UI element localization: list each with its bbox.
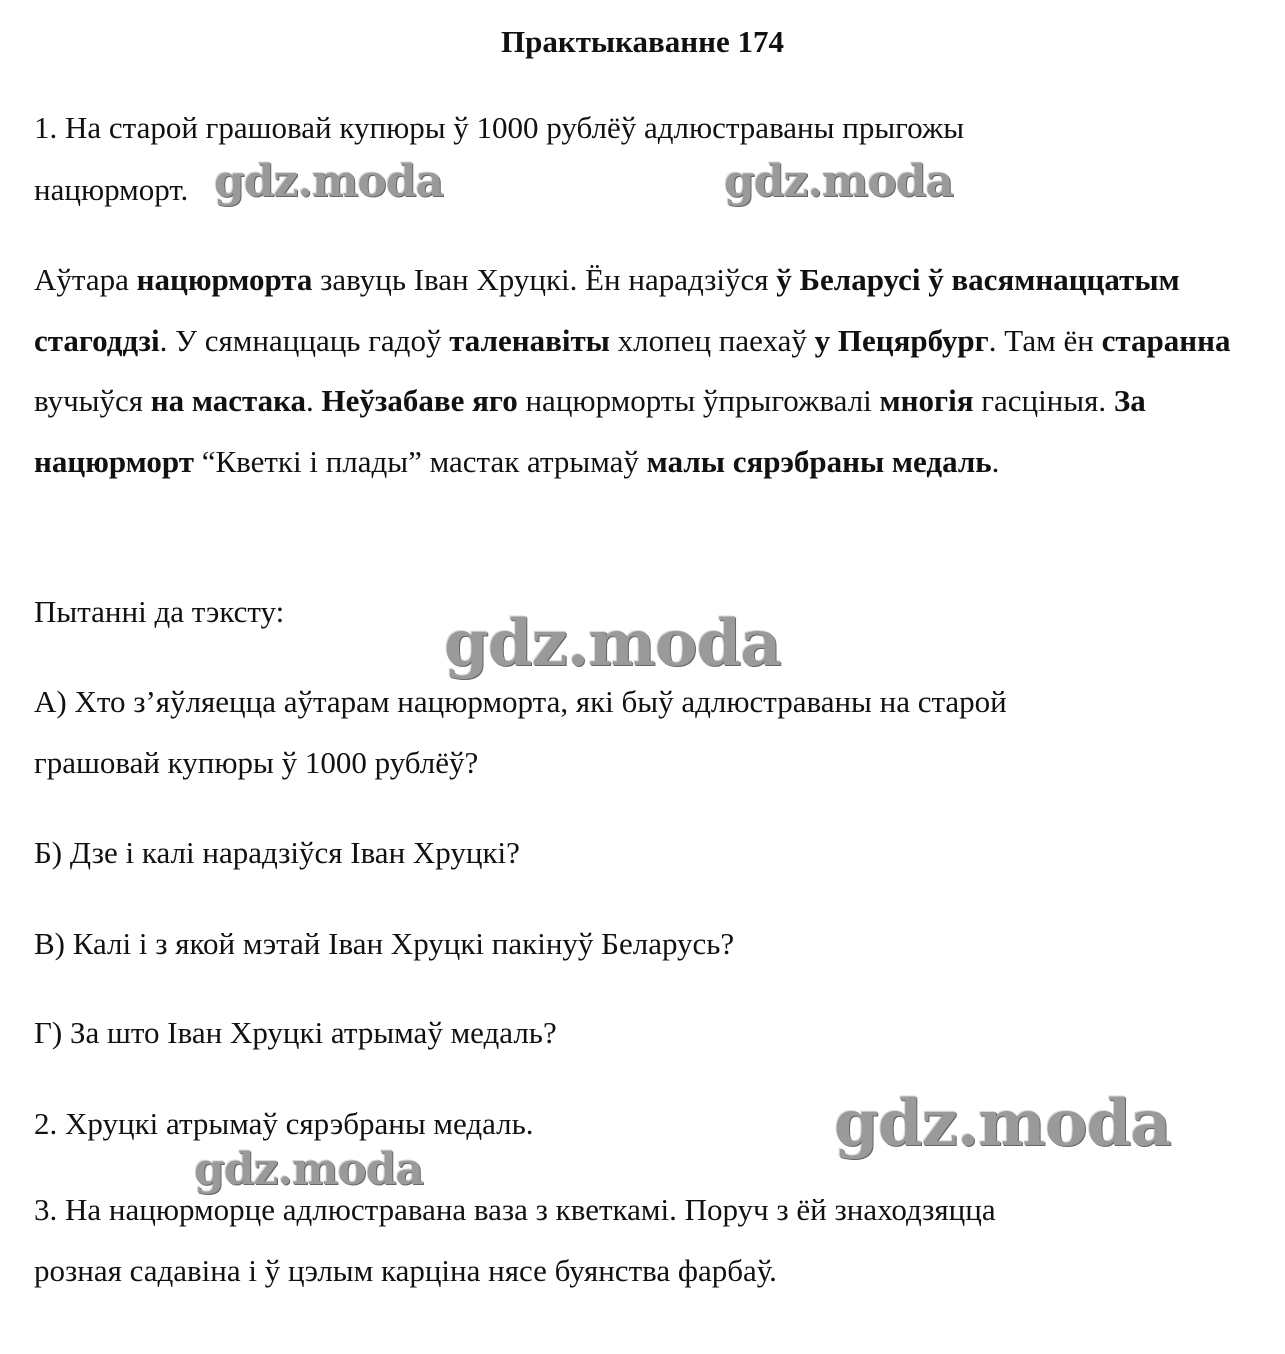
text-span: . У сямнаццаць гадоў xyxy=(159,322,450,358)
text-span: . Там ён xyxy=(988,322,1102,358)
question-b: Б) Дзе і калі нарадзіўся Іван Хруцкі? xyxy=(34,835,520,870)
text-span: . xyxy=(306,383,322,418)
text-span: хлопец паехаў xyxy=(609,322,815,358)
watermark-logo: gdz.moda xyxy=(834,1086,1171,1161)
task1-line2: нацюрморт. xyxy=(34,172,189,207)
task1-line1: 1. На старой грашовай купюры ў 1000 рублёў адлюстраваны прыгожы xyxy=(34,110,965,145)
text-bold: многія xyxy=(879,383,974,418)
task3-line1: 3. На нацюрморце адлюстравана ваза з кветкамі. Поруч з ёй знаходзяцца xyxy=(34,1192,996,1227)
task2-answer: 2. Хруцкі атрымаў сярэбраны медаль. xyxy=(34,1106,534,1141)
text-span: Аўтара xyxy=(34,262,137,297)
question-v: В) Калі і з якой мэтай Іван Хруцкі пакінуў Беларусь? xyxy=(34,926,735,961)
text-bold: на мастака xyxy=(150,383,307,418)
text-bold: таленавіты xyxy=(449,322,610,358)
text-bold: у Пецярбург xyxy=(814,322,989,358)
text-span: вучыўся xyxy=(34,383,151,418)
question-a-line2: грашовай купюры ў 1000 рублёў? xyxy=(34,745,479,780)
text-bold: малы сярэбраны медаль xyxy=(646,443,992,479)
watermark-logo: gdz.moda xyxy=(194,1144,424,1195)
page-title: Практыкаванне 174 xyxy=(500,24,784,59)
text-span: гасціныя. xyxy=(973,383,1114,418)
text-span: нацюрморты ўпрыгожвалі xyxy=(517,383,880,418)
text-bold: старанна xyxy=(1101,322,1231,358)
text-bold: Неўзабаве яго xyxy=(321,383,518,418)
text-paragraph xyxy=(34,250,1244,492)
text-span: . xyxy=(991,443,1000,479)
question-g: Г) За што Іван Хруцкі атрымаў медаль? xyxy=(34,1015,557,1050)
task3-line2: розная садавіна і ў цэлым карціна нясе буянства фарбаў. xyxy=(34,1253,777,1288)
text-bold: нацюрморта xyxy=(136,262,313,297)
text-bold: ў Беларусі ў васямнаццатым стагоддзі xyxy=(34,262,1180,358)
watermark-logo: gdz.moda xyxy=(444,606,781,681)
questions-heading: Пытанні да тэксту: xyxy=(34,594,285,629)
text-bold: За нацюрморт xyxy=(34,383,1146,479)
watermark-logo: gdz.moda xyxy=(724,156,954,207)
watermark-logo: gdz.moda xyxy=(214,156,444,207)
text-span: завуць Іван Хруцкі. Ён нарадзіўся xyxy=(312,262,777,297)
question-a-line1: А) Хто з’яўляецца аўтарам нацюрморта, які быў адлюстраваны на старой xyxy=(34,684,1007,719)
text-span: “Кветкі і плады” мастак атрымаў xyxy=(193,443,647,479)
